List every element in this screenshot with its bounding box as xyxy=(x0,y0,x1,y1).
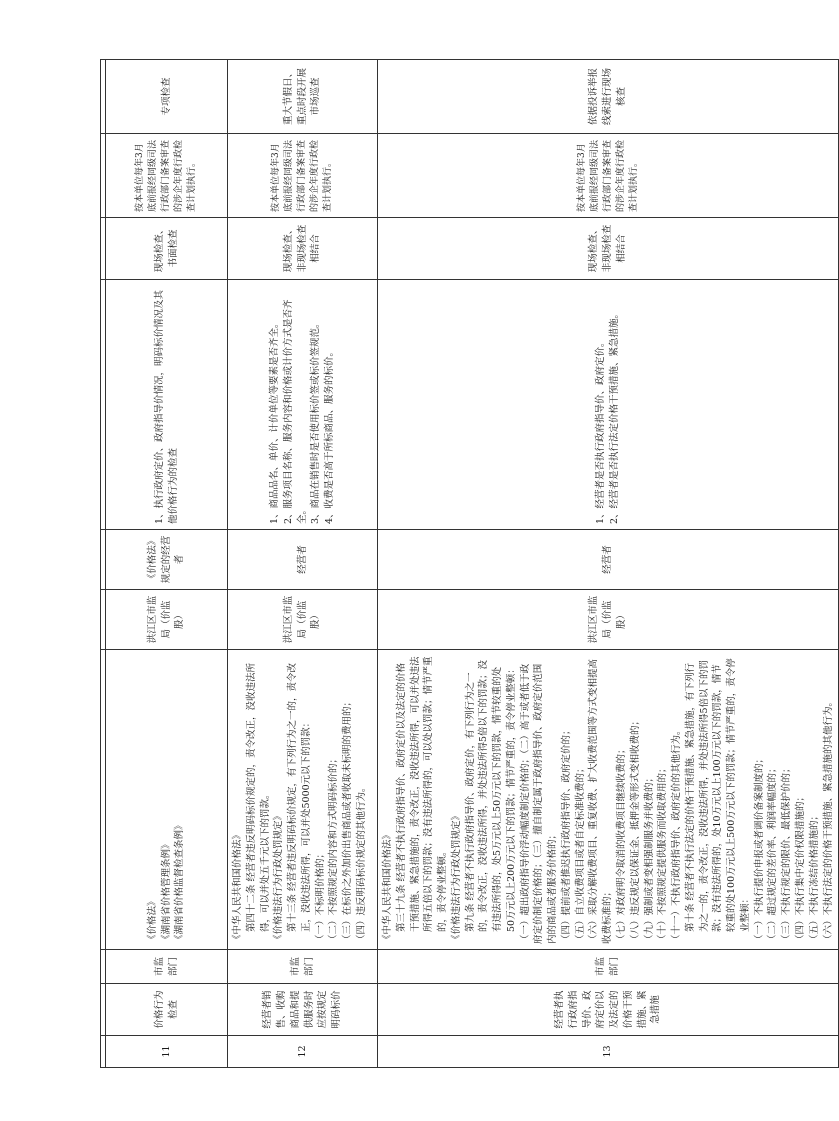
basis-line: 第四十二条 经营者违反明码标价规定的，责令改正，没收违法所得，可以并处五千元以下的罚款。 xyxy=(245,662,271,932)
table-row xyxy=(106,60,228,1068)
legal-basis xyxy=(378,650,839,950)
inspection-content xyxy=(378,280,839,530)
basis-line: （四）不执行集中定价权限措施的； xyxy=(794,791,806,944)
inspection-frequency: 按本单位每年3月底前报经同级司法行政部门备案审查的涉企年度行政检查计划执行。 xyxy=(106,134,228,218)
basis-line: （五）不执行冻结价格措施的； xyxy=(808,810,820,944)
basis-line: （四）提前或者推迟执行政府指导价、政府定价的； xyxy=(560,725,572,944)
basis-line: 《湖南省价格监督检查条例》 xyxy=(174,820,186,944)
inspection-target: 《价格法》规定的经营者 xyxy=(106,530,228,590)
rotated-table-container xyxy=(100,60,834,1068)
basis-line: 《湖南省价格管理条例》 xyxy=(160,839,172,944)
content-line: 1、商品品名、单价、计价单位等要素是否齐全。 xyxy=(269,318,281,524)
department: 市监部门 xyxy=(228,950,378,984)
basis-line: （二）超过规定的差价率、利润率幅度的； xyxy=(767,763,779,944)
content-line: 1、经营者是否执行政府指导价、政府定价。 xyxy=(595,337,607,524)
basis-line: （一）不执行提价申报或者调价备案制度的； xyxy=(753,753,765,944)
basis-line: （十一）不执行政府指导价、政府定价的其他行为。 xyxy=(671,725,683,944)
inspection-frequency: 按本单位每年3月底前报经同级司法行政部门备案审查的涉企年度行政检查计划执行。 xyxy=(228,134,378,218)
inspection-content xyxy=(228,280,378,530)
legal-basis xyxy=(106,650,228,950)
content-line: 1、执行政府定价、政府指导价情况，明码标价情况及其他价格行为的检查 xyxy=(153,289,179,524)
inspection-content xyxy=(106,280,228,530)
basis-line: （二）不按照规定的内容和方式明码标价的； xyxy=(328,753,340,944)
row-number: 12 xyxy=(228,1036,378,1068)
inspection-method: 现场检查、非现场检查相结合 xyxy=(378,218,839,280)
basis-line: 第九条 经营者不执行政府指导价、政府定价，有下列行为之一的，责令改正，没收违法所得，并处违法所得5倍以下的罚款；没有违法所得的，处5万元以上50万元以下的罚款，情节较重的处50万元以上200万元以下的罚款；情节严重的，责令停业整顿： xyxy=(464,659,517,932)
inspection-method: 现场检查、非现场检查相结合 xyxy=(228,218,378,280)
inspection-target: 经营者 xyxy=(378,530,839,590)
basis-line: 《价格违法行为行政处罚规定》 xyxy=(450,810,462,944)
inspection-items-table xyxy=(100,59,839,1068)
basis-line: 《价格违法行为行政处罚规定》 xyxy=(273,810,285,944)
basis-line: （三）不执行规定的限价、最低保护价的； xyxy=(781,763,793,944)
basis-line: 第三十九条 经营者不执行政府指导价、政府定价以及法定的价格干预措施、紧急措施的，责令改正，没收违法所得，可以并处违法所得五倍以下的罚款；没有违法所得的，可以处以罚款；情节严重的，责令停业整顿。 xyxy=(395,656,449,932)
basis-line: （六）采取分解收费项目、重复收费、扩大收费范围等方式变相提高收费标准的； xyxy=(588,658,614,944)
inspection-item: 价格行为检查 xyxy=(106,984,228,1036)
remarks: 依据投诉举报线索进行现场核查 xyxy=(378,60,839,134)
basis-line: 第十条 经营者不执行法定的价格干预措施、紧急措施，有下列行为之一的，责令改正，没收违法所得，并处违法所得5倍以下的罚款；没有违法所得的，处10万元以上100万元以下的罚款，情节较重的处100万元以上500万元以下的罚款；情节严重的，责令停业整顿： xyxy=(684,658,751,932)
remarks: 重大节假日、重点时段开展市场巡查 xyxy=(228,60,378,134)
inspection-item: 经营者执行政府指导价、政府定价以及法定的价格干预措施、紧急措施 xyxy=(378,984,839,1036)
inspection-item: 经营者销售、收购商品和提供服务时应按规定明码标价 xyxy=(228,984,378,1036)
basis-line: （十）不按照规定提供服务而收取费用的； xyxy=(657,763,669,944)
content-line: 4、收费是否高于所标商品、服务的标价。 xyxy=(324,346,336,524)
basis-line: （七）对政府明令取消的收费项目继续收费的； xyxy=(616,744,628,944)
content-line: 2、服务项目名称、服务内容和价格或计价方式是否齐全。 xyxy=(282,299,308,524)
department: 市监部门 xyxy=(378,950,839,984)
inspection-target: 经营者 xyxy=(228,530,378,590)
basis-line: （四）违反明码标价规定的其他行为。 xyxy=(355,782,367,944)
content-line: 2、经营者是否执行法定价格干预措施、紧急措施。 xyxy=(609,308,621,524)
table-row xyxy=(228,60,378,1068)
implementing-body: 洪江区市监局（价监股） xyxy=(228,590,378,650)
basis-line: （三）在标价之外加价出售商品或者收取未标明的费用的； xyxy=(342,696,354,944)
department: 市监部门 xyxy=(106,950,228,984)
basis-line: 《中华人民共和国价格法》 xyxy=(232,829,243,944)
implementing-body: 洪江区市监局（价监股） xyxy=(378,590,839,650)
table-row xyxy=(378,60,839,1068)
legal-basis xyxy=(228,650,378,950)
remarks: 专项检查 xyxy=(106,60,228,134)
basis-line: 第十三条 经营者违反明码标价规定，有下列行为之一的，责令改正，没收违法所得，可以并处5000元以下的罚款： xyxy=(287,662,312,932)
inspection-method: 现场检查、书面检查 xyxy=(106,218,228,280)
implementing-body: 洪江区市监局（价监股） xyxy=(106,590,228,650)
basis-line: （八）违反规定以保证金、抵押金等形式变相收费的； xyxy=(629,715,641,944)
row-number: 11 xyxy=(106,1036,228,1068)
content-line: 3、商品在销售时是否使用标价签或标价签规范。 xyxy=(310,318,322,524)
basis-line: （六）不执行法定的价格干预措施、紧急措施的其他行为。 xyxy=(822,696,834,944)
basis-line: （九）强制或者变相强制服务并收费的； xyxy=(643,772,655,944)
basis-line: （五）自立收费项目或者自定标准收费的； xyxy=(574,763,586,944)
basis-line: （一）不标明价格的； xyxy=(314,848,326,944)
inspection-frequency: 按本单位每年3月底前报经同级司法行政部门备案审查的涉企年度行政检查计划执行。 xyxy=(378,134,839,218)
basis-line: 《价格法》 xyxy=(146,896,158,944)
basis-line: 《中华人民共和国价格法》 xyxy=(382,829,393,944)
basis-line: （一）超出政府指导价浮动幅度制定价格的；（二）高于或者低于政府定价制定价格的；（三）擅自制定属于政府指导价、政府定价范围内的商品或者服务价格的； xyxy=(519,663,559,944)
row-number: 13 xyxy=(378,1036,839,1068)
